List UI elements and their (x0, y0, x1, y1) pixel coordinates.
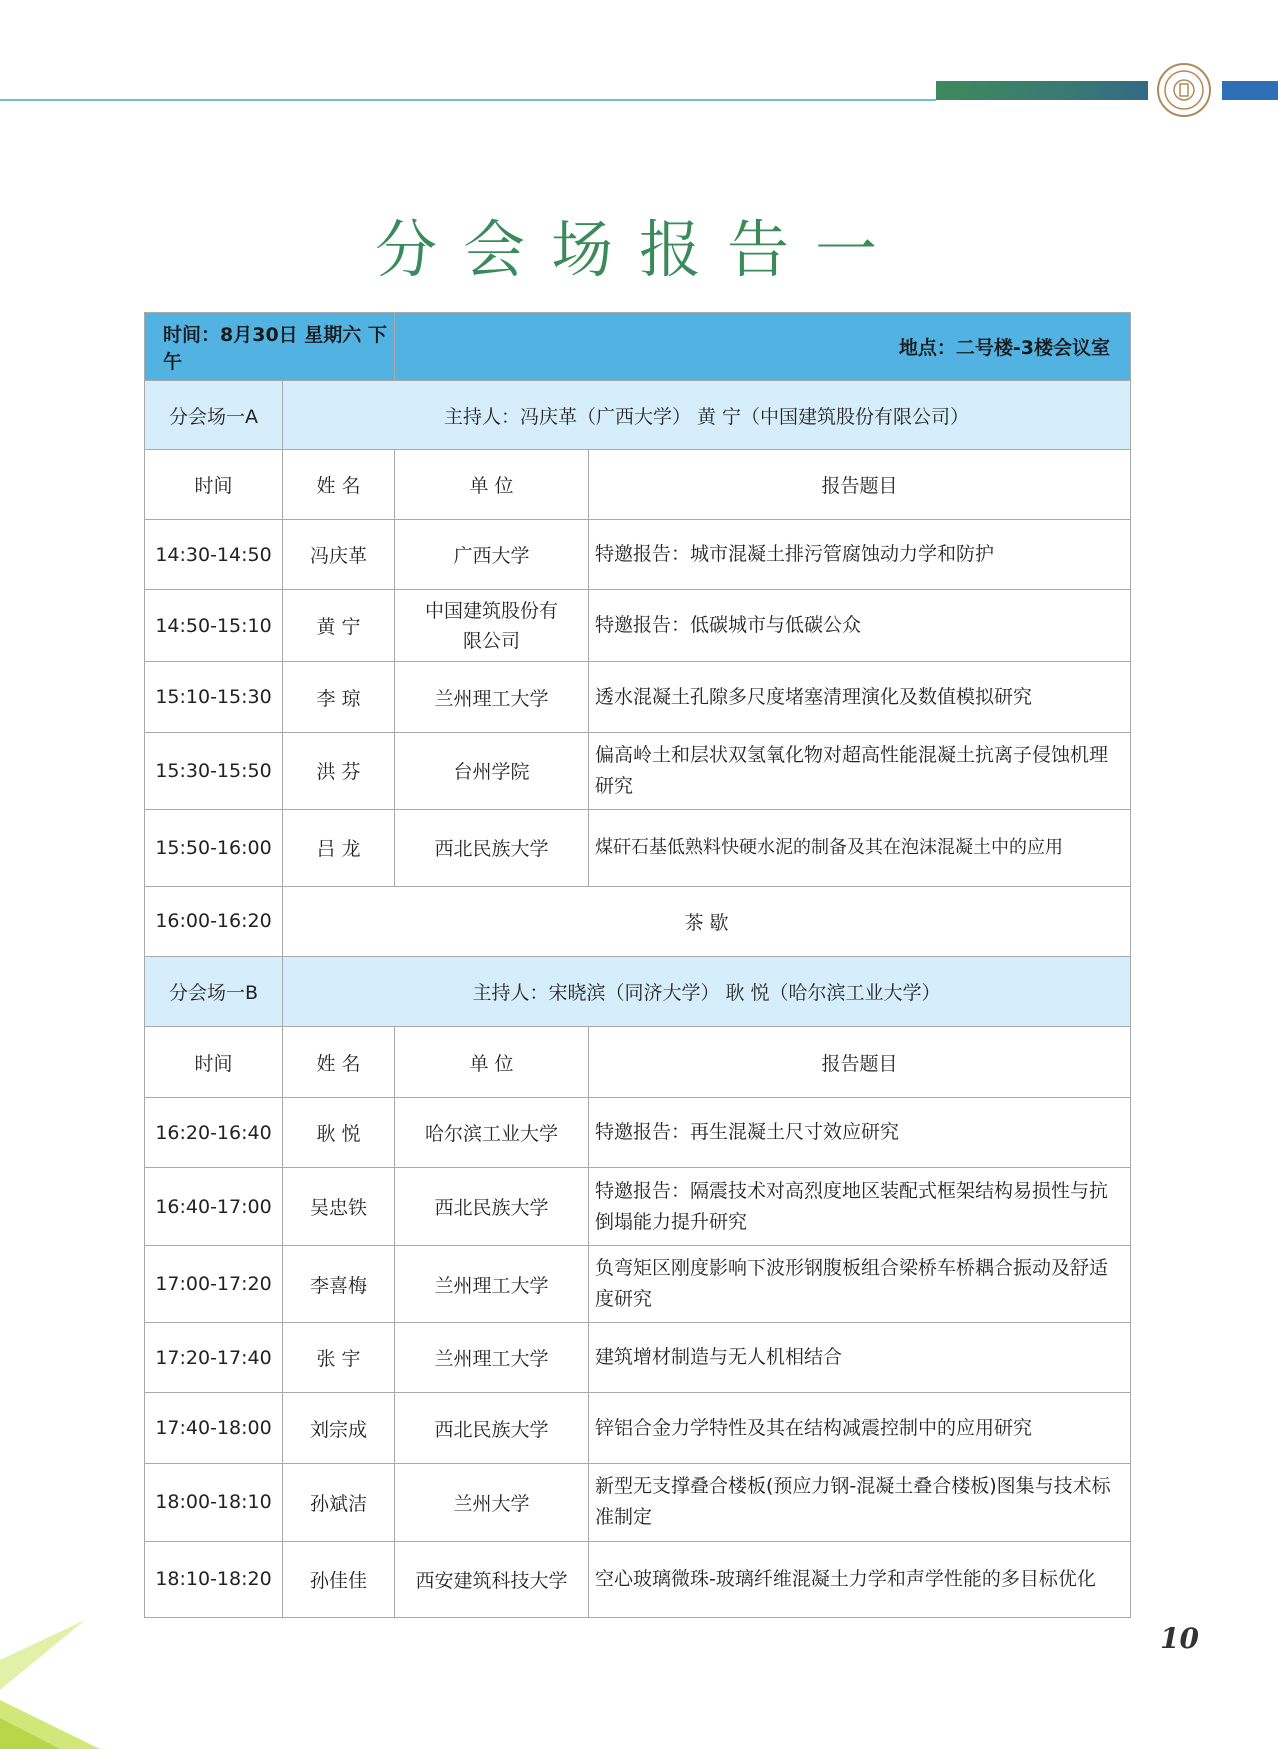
row-time: 15:50-16:00 (145, 809, 283, 886)
row-topic: 空心玻璃微珠-玻璃纤维混凝土力学和声学性能的多目标优化 (589, 1541, 1131, 1617)
row-unit: 西安建筑科技大学 (395, 1541, 589, 1617)
row-time: 18:10-18:20 (145, 1541, 283, 1617)
row-time: 15:10-15:30 (145, 662, 283, 732)
break-label: 茶 歇 (283, 886, 1131, 956)
row-name: 黄 宁 (283, 590, 395, 662)
row-name: 李 琼 (283, 662, 395, 732)
row-name: 李喜梅 (283, 1246, 395, 1323)
column-header-row (145, 1026, 1131, 1097)
row-topic: 锌铝合金力学特性及其在结构减震控制中的应用研究 (589, 1393, 1131, 1463)
row-unit: 台州学院 (395, 732, 589, 809)
table-row (145, 590, 1131, 662)
row-topic: 透水混凝土孔隙多尺度堵塞清理演化及数值模拟研究 (589, 662, 1131, 732)
university-seal-icon (1156, 62, 1212, 118)
table-row (145, 1393, 1131, 1463)
column-header-row (145, 450, 1131, 520)
row-name: 吴忠铁 (283, 1168, 395, 1246)
session-b-row (145, 956, 1131, 1026)
row-topic: 煤矸石基低熟料快硬水泥的制备及其在泡沫混凝土中的应用 (589, 809, 1131, 886)
row-topic: 特邀报告：隔震技术对高烈度地区装配式框架结构易损性与抗倒塌能力提升研究 (589, 1168, 1131, 1246)
row-topic: 新型无支撑叠合楼板(预应力钢-混凝土叠合楼板)图集与技术标准制定 (589, 1463, 1131, 1541)
session-b-label: 分会场一B (145, 956, 283, 1026)
row-unit: 广西大学 (395, 520, 589, 590)
col-unit: 单 位 (395, 1026, 589, 1097)
row-name: 刘宗成 (283, 1393, 395, 1463)
header-location: 地点：二号楼-3楼会议室 (395, 313, 1131, 381)
row-topic: 特邀报告：低碳城市与低碳公众 (589, 590, 1131, 662)
row-time: 16:20-16:40 (145, 1098, 283, 1168)
row-name: 孙斌洁 (283, 1463, 395, 1541)
header-time: 时间：8月30日 星期六 下午 (145, 313, 395, 381)
table-row (145, 732, 1131, 809)
row-unit: 兰州理工大学 (395, 1246, 589, 1323)
top-divider-line (0, 99, 936, 101)
row-time: 17:00-17:20 (145, 1246, 283, 1323)
break-time: 16:00-16:20 (145, 886, 283, 956)
col-name: 姓 名 (283, 1026, 395, 1097)
session-a-label: 分会场一A (145, 381, 283, 450)
session-a-hosts: 主持人：冯庆革（广西大学） 黄 宁（中国建筑股份有限公司） (283, 381, 1131, 450)
table-row (145, 520, 1131, 590)
row-name: 洪 芬 (283, 732, 395, 809)
row-name: 孙佳佳 (283, 1541, 395, 1617)
table-row (145, 1098, 1131, 1168)
col-topic: 报告题目 (589, 450, 1131, 520)
table-row (145, 662, 1131, 732)
table-row (145, 1246, 1131, 1323)
row-time: 17:20-17:40 (145, 1323, 283, 1393)
row-time: 14:30-14:50 (145, 520, 283, 590)
row-unit: 西北民族大学 (395, 1393, 589, 1463)
col-topic: 报告题目 (589, 1026, 1131, 1097)
row-name: 张 宇 (283, 1323, 395, 1393)
session-a-row (145, 381, 1131, 450)
col-time: 时间 (145, 1026, 283, 1097)
row-time: 17:40-18:00 (145, 1393, 283, 1463)
row-topic: 负弯矩区刚度影响下波形钢腹板组合梁桥车桥耦合振动及舒适度研究 (589, 1246, 1131, 1323)
row-unit: 兰州理工大学 (395, 1323, 589, 1393)
row-topic: 偏高岭土和层状双氢氧化物对超高性能混凝土抗离子侵蚀机理研究 (589, 732, 1131, 809)
table-row (145, 1168, 1131, 1246)
session-b-hosts: 主持人：宋晓滨（同济大学） 耿 悦（哈尔滨工业大学） (283, 956, 1131, 1026)
row-unit: 中国建筑股份有限公司 (395, 590, 589, 662)
row-name: 耿 悦 (283, 1098, 395, 1168)
page-title: 分会场报告一 (374, 213, 903, 286)
row-unit: 哈尔滨工业大学 (395, 1098, 589, 1168)
row-unit: 西北民族大学 (395, 1168, 589, 1246)
col-time: 时间 (145, 450, 283, 520)
table-row (145, 809, 1131, 886)
schedule-header (145, 313, 1131, 381)
row-topic: 特邀报告：城市混凝土排污管腐蚀动力学和防护 (589, 520, 1131, 590)
schedule-table (144, 312, 1131, 1618)
row-unit: 西北民族大学 (395, 809, 589, 886)
row-topic: 建筑增材制造与无人机相结合 (589, 1323, 1131, 1393)
row-time: 18:00-18:10 (145, 1463, 283, 1541)
row-name: 冯庆革 (283, 520, 395, 590)
col-unit: 单 位 (395, 450, 589, 520)
page-number: 10 (1160, 1622, 1199, 1655)
row-name: 吕 龙 (283, 809, 395, 886)
table-row (145, 1541, 1131, 1617)
corner-leaf-decoration (0, 1590, 100, 1749)
row-time: 15:30-15:50 (145, 732, 283, 809)
tea-break-row (145, 886, 1131, 956)
row-unit: 兰州理工大学 (395, 662, 589, 732)
row-time: 14:50-15:10 (145, 590, 283, 662)
top-accent-bar-green (936, 81, 1148, 100)
row-topic: 特邀报告：再生混凝土尺寸效应研究 (589, 1098, 1131, 1168)
table-row (145, 1463, 1131, 1541)
col-name: 姓 名 (283, 450, 395, 520)
row-unit: 兰州大学 (395, 1463, 589, 1541)
top-accent-bar-blue (1222, 81, 1278, 100)
table-row (145, 1323, 1131, 1393)
row-time: 16:40-17:00 (145, 1168, 283, 1246)
